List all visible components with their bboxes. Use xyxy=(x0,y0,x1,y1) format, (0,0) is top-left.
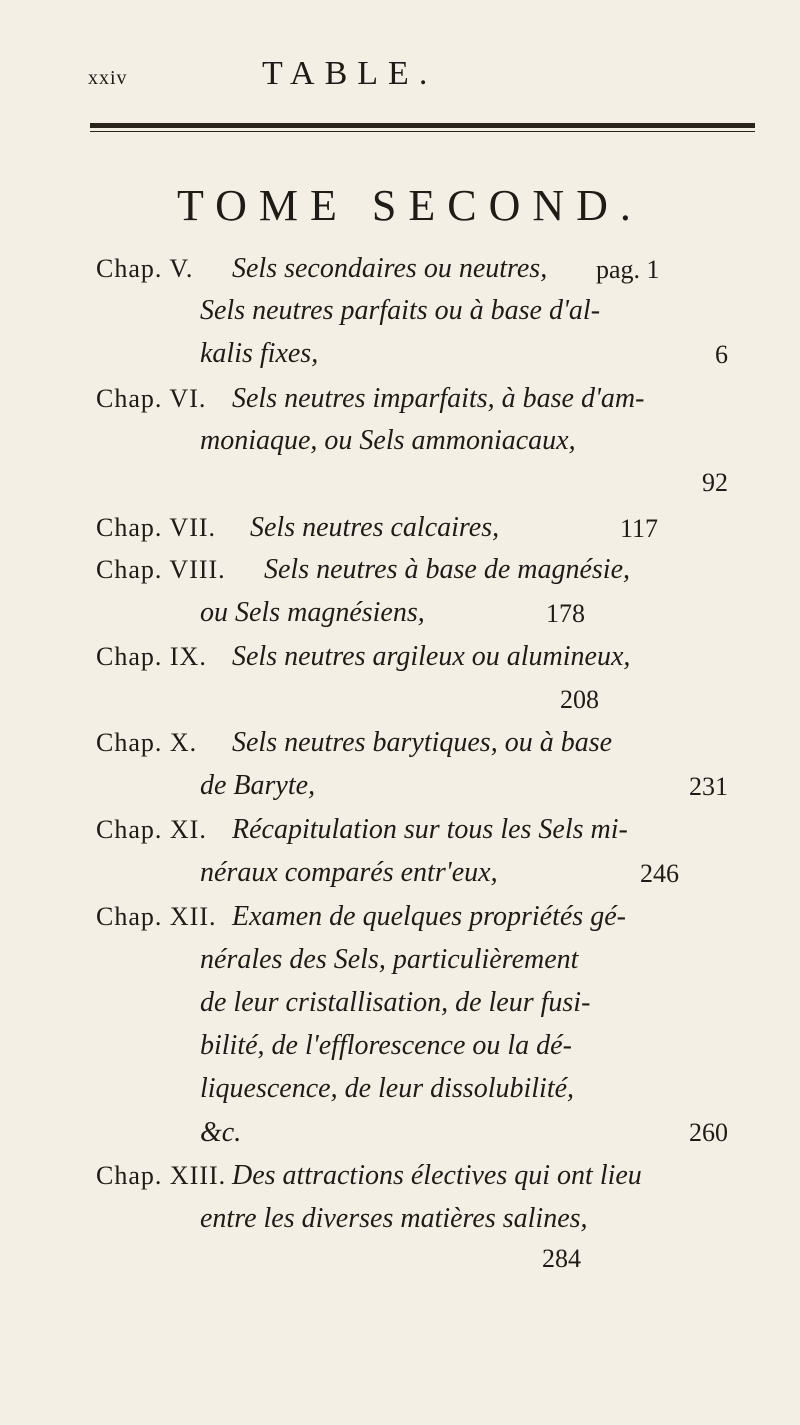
chapter-label: Chap. IX. xyxy=(96,642,207,671)
chapter-line: ou Sels magnésiens, xyxy=(200,597,425,628)
chapter-label: Chap. X. xyxy=(96,728,198,757)
chapter-line: moniaque, ou Sels ammoniacaux, xyxy=(200,425,576,456)
chapter-line: Sels secondaires ou neutres, xyxy=(232,253,548,284)
chapter-line: entre les diverses matières salines, xyxy=(200,1203,588,1234)
chapter-line: Récapitulation sur tous les Sels mi- xyxy=(232,814,628,845)
chapter-line: &c. xyxy=(200,1117,242,1148)
header-rule-thin xyxy=(90,131,755,132)
chapter-label: Chap. XI. xyxy=(96,815,207,844)
chapter-line: kalis fixes, xyxy=(200,338,319,369)
tome-title: TOME SECOND. xyxy=(177,181,643,230)
chapter-label: Chap. VII. xyxy=(96,513,217,542)
page-ref: 6 xyxy=(715,340,728,369)
chapter-line: néraux comparés entr'eux, xyxy=(200,857,498,888)
chapter-line: bilité, de l'efflorescence ou la dé- xyxy=(200,1030,572,1061)
page-ref: 92 xyxy=(702,468,728,497)
chapter-line: Sels neutres parfaits ou à base d'al- xyxy=(200,295,601,326)
chapter-line: Sels neutres barytiques, ou à base xyxy=(232,727,613,758)
chapter-line: Des attractions électives qui ont lieu xyxy=(232,1160,642,1191)
chapter-label: Chap. V. xyxy=(96,254,194,283)
chapter-line: Sels neutres imparfaits, à base d'am- xyxy=(232,383,645,414)
page-ref: 208 xyxy=(560,685,599,714)
page-ref: 178 xyxy=(546,599,585,628)
page-ref-inline: pag. 1 xyxy=(596,255,660,284)
chapter-line: Sels neutres argileux ou alumineux, xyxy=(232,641,631,672)
chapter-label: Chap. VI. xyxy=(96,384,207,413)
running-header xyxy=(0,55,800,95)
running-title: TABLE. xyxy=(262,55,438,92)
chapter-line: de leur cristallisation, de leur fusi- xyxy=(200,987,591,1018)
chapter-label: Chap. XII. xyxy=(96,902,217,931)
chapter-line: nérales des Sels, particulièrement xyxy=(200,944,579,975)
chapter-line: Sels neutres à base de magnésie, xyxy=(264,554,630,585)
chapter-line: Examen de quelques propriétés gé- xyxy=(232,901,626,932)
page-ref: 284 xyxy=(542,1244,581,1273)
chapter-line: liquescence, de leur dissolubilité, xyxy=(200,1073,575,1104)
chapter-line: Sels neutres calcaires, xyxy=(250,512,500,543)
page-ref: 260 xyxy=(689,1118,728,1147)
page-ref: 117 xyxy=(620,514,659,543)
chapter-label: Chap. XIII. xyxy=(96,1161,227,1190)
page-ref: 246 xyxy=(640,859,679,888)
page-number: xxiv xyxy=(88,67,128,89)
chapter-label: Chap. VIII. xyxy=(96,555,226,584)
page-ref: 231 xyxy=(689,772,728,801)
header-rule-thick xyxy=(90,123,755,128)
chapter-line: de Baryte, xyxy=(200,770,316,801)
